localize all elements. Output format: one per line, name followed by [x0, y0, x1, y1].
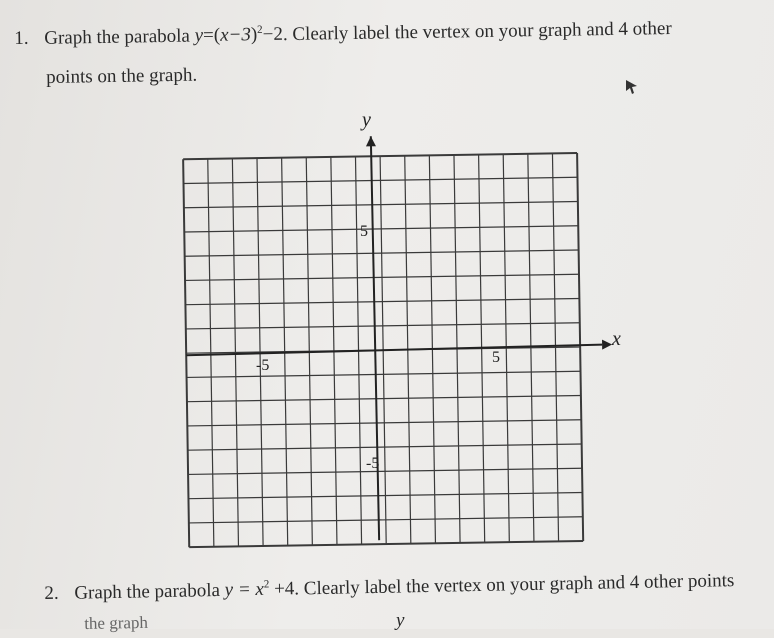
question-2-intro: Graph the parabola	[74, 579, 221, 604]
y-axis-label: y	[362, 109, 371, 131]
question-2-y-axis-label: y	[396, 610, 405, 631]
tick-label-x-neg-5: -5	[256, 357, 270, 374]
x-axis-arrow-icon	[602, 340, 612, 350]
question-2-line-2-cut: the graph	[84, 612, 149, 633]
question-1-equation: $y=(x-3)^2-2$	[194, 24, 284, 47]
coordinate-grid	[150, 100, 640, 555]
x-axis-label: x	[612, 328, 621, 350]
question-2-rest: . Clearly label the vertex on your graph and 4 other points	[294, 570, 735, 600]
x-axis-line	[186, 345, 602, 356]
tick-label-x-pos-5: 5	[492, 349, 500, 366]
tick-label-y-pos-5: 5	[360, 223, 368, 240]
question-2-equation: $y = x^2 +4$	[224, 578, 295, 601]
mouse-pointer-icon	[624, 78, 640, 98]
tick-label-y-neg-5: -5	[366, 455, 380, 472]
question-1-rest: . Clearly label the vertex on your graph and 4 other	[282, 17, 672, 46]
coordinate-grid-svg	[150, 100, 640, 550]
question-1-line-1	[14, 10, 672, 54]
question-1-number: 1.	[14, 28, 29, 50]
question-2-line-1	[44, 562, 735, 609]
question-2-number: 2.	[44, 583, 59, 605]
y-axis-arrow-icon	[366, 136, 376, 146]
y-axis-line	[371, 136, 379, 540]
question-1-line-2: points on the graph.	[46, 64, 198, 88]
question-1-intro: Graph the parabola	[44, 25, 191, 49]
